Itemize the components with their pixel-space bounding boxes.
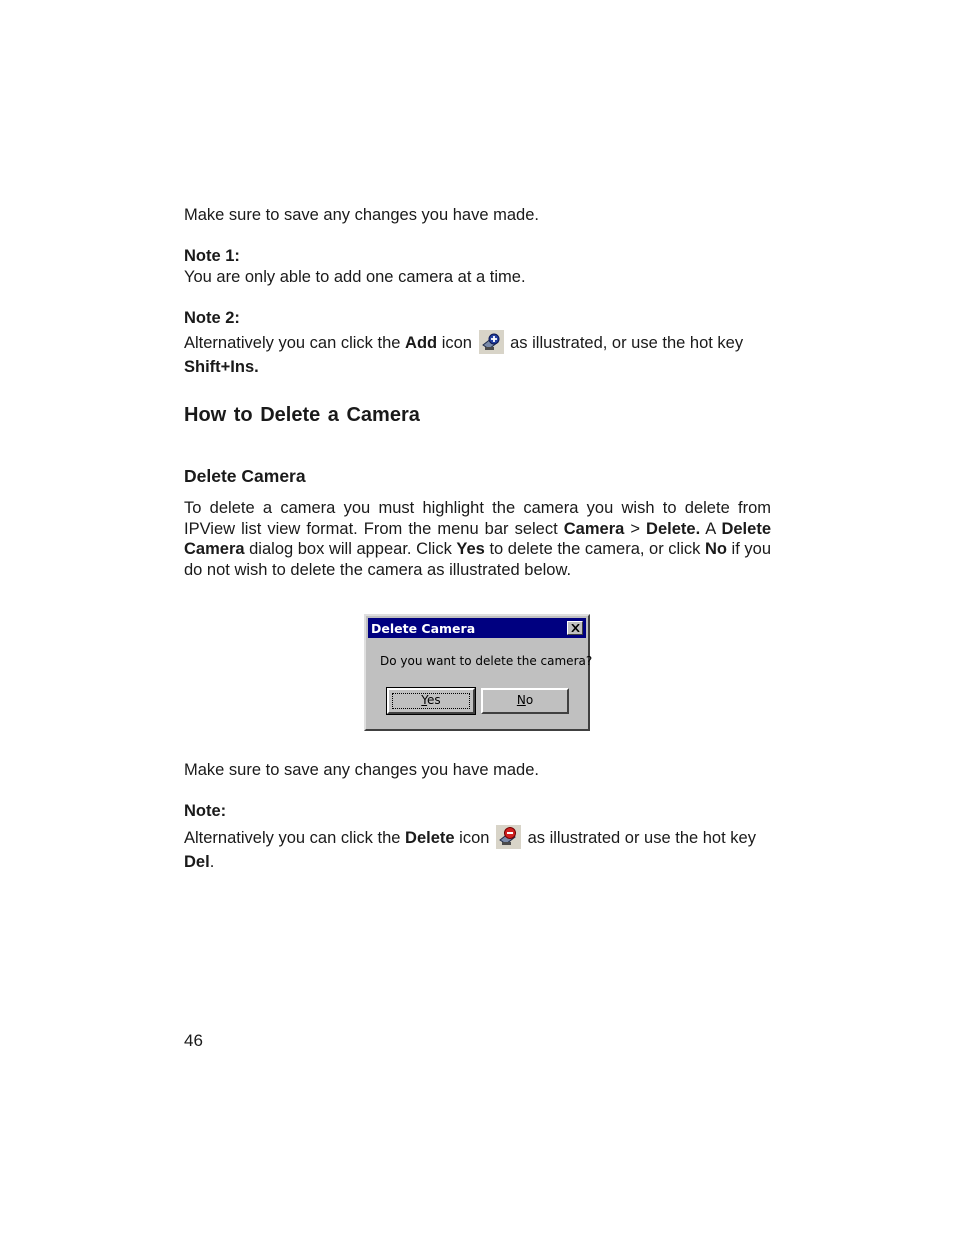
note1-heading: Note 1: (184, 247, 240, 265)
no-button[interactable]: No (481, 688, 569, 714)
note2-heading: Note 2: (184, 309, 240, 327)
dialog-title: Delete Camera (371, 621, 476, 636)
delete-camera-dialog (364, 614, 593, 731)
section-title: How to Delete a Camera (184, 404, 420, 426)
save-reminder-1: Make sure to save any changes you have made. (184, 206, 539, 224)
save-reminder-2: Make sure to save any changes you have made. (184, 761, 539, 779)
close-icon (571, 624, 580, 632)
add-camera-icon (479, 330, 504, 354)
page-number: 46 (184, 1031, 203, 1050)
dialog-message: Do you want to delete the camera? (380, 654, 593, 668)
delete-camera-icon (496, 825, 521, 849)
dialog-close-button[interactable] (567, 621, 583, 635)
delete-instructions: To delete a camera you must highlight the camera you wish to delete from IPView list view format. From the menu bar select Camera > Delete. A Delete Camera dialog box will appear. Click Yes to delete the camera, or click No if you do not wish to delete the camera as illustrated below. (184, 499, 771, 579)
focus-rect (392, 693, 470, 709)
yes-button[interactable]: Yes (387, 688, 475, 714)
dialog-titlebar (368, 618, 586, 638)
subsection-title: Delete Camera (184, 466, 306, 486)
note1-text: You are only able to add one camera at a time. (184, 268, 526, 286)
note3-heading: Note: (184, 802, 227, 820)
note3-text: Alternatively you can click the Delete icon as illustrated or use the hot key Del. (184, 826, 771, 874)
note2-text: Alternatively you can click the Add icon as illustrated, or use the hot key Shift+Ins. (184, 331, 771, 379)
